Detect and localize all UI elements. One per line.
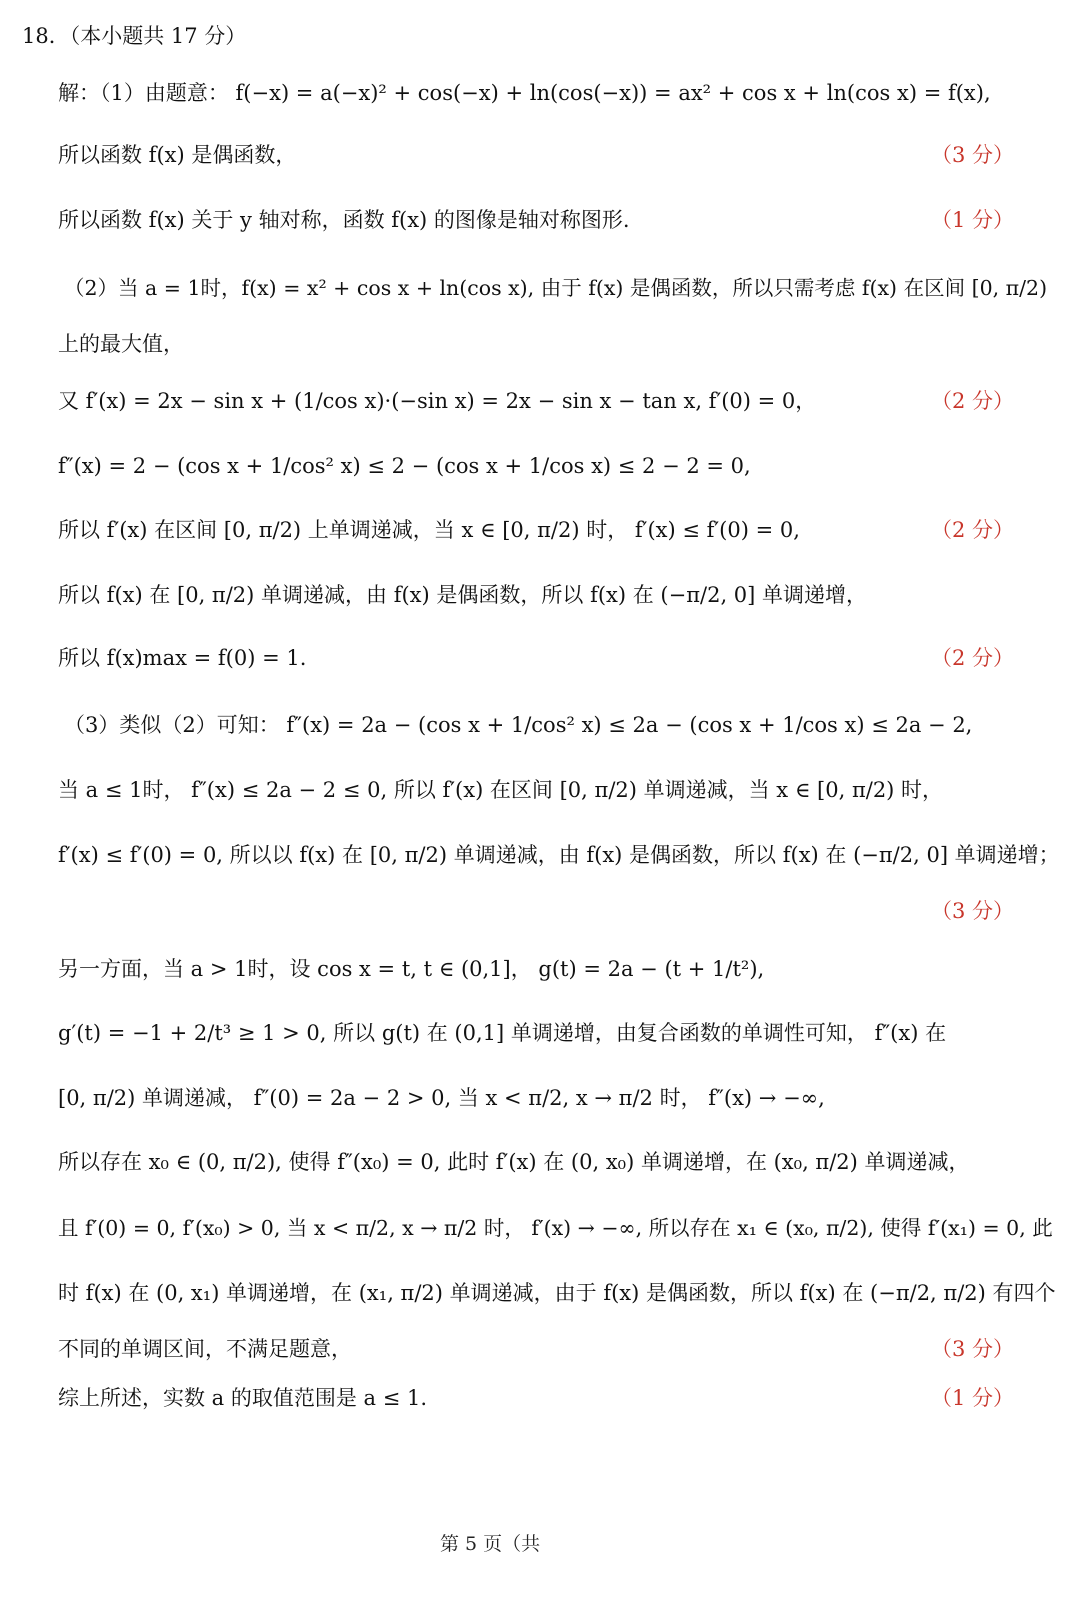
part3-line3: f′(x) ≤ f′(0) = 0, 所以以 f(x) 在 [0, π/2) 单调递减，由 f(x) 是偶函数，所以 f(x) 在 (−π/2, 0] 单调递增； (58, 843, 1060, 867)
part3-line4: 另一方面，当 a > 1时，设 cos x = t, t ∈ (0,1]， g(t) = 2a − (t + 1/t²), (58, 957, 765, 981)
score-badge: （3 分） (930, 899, 1014, 923)
part1-line3: 所以函数 f(x) 关于 y 轴对称，函数 f(x) 的图像是轴对称图形. (58, 208, 630, 232)
part2-line2: 上的最大值， (58, 332, 184, 356)
part3-line2: 当 a ≤ 1时， f″(x) ≤ 2a − 2 ≤ 0, 所以 f′(x) 在区间 [0, π/2) 单调递减，当 x ∈ [0, π/2) 时， (58, 778, 944, 802)
score-badge: （3 分） (930, 143, 1014, 167)
part2-line1: （2）当 a = 1时，f(x) = x² + cos x + ln(cos x), 由于 f(x) 是偶函数，所以只需考虑 f(x) 在区间 [0, π/2) (64, 276, 1048, 300)
part2-line3: 又 f′(x) = 2x − sin x + (1/cos x)·(−sin x) = 2x − sin x − tan x, f′(0) = 0， (58, 389, 817, 413)
part3-line11: 综上所述，实数 a 的取值范围是 a ≤ 1. (58, 1386, 428, 1410)
part3-line7: 所以存在 x₀ ∈ (0, π/2), 使得 f″(x₀) = 0, 此时 f′(x) 在 (0, x₀) 单调递增，在 (x₀, π/2) 单调递减， (58, 1150, 970, 1174)
part1-line1: 解：（1）由题意： f(−x) = a(−x)² + cos(−x) + ln(cos(−x)) = ax² + cos x + ln(cos x) = f(x), (58, 81, 991, 105)
part2-line4: f″(x) = 2 − (cos x + 1/cos² x) ≤ 2 − (cos x + 1/cos x) ≤ 2 − 2 = 0, (58, 454, 751, 478)
page-number: 第 5 页（共 (440, 1533, 541, 1555)
score-badge: （2 分） (930, 389, 1014, 413)
part3-line5: g′(t) = −1 + 2/t³ ≥ 1 > 0, 所以 g(t) 在 (0,1] 单调递增，由复合函数的单调性可知， f″(x) 在 (58, 1021, 947, 1045)
score-badge: （1 分） (930, 208, 1014, 232)
part3-line10: 不同的单调区间，不满足题意， (58, 1337, 352, 1361)
part3-line6: [0, π/2) 单调递减， f″(0) = 2a − 2 > 0, 当 x < π/2, x → π/2 时， f″(x) → −∞, (58, 1086, 825, 1110)
score-badge: （2 分） (930, 646, 1014, 670)
question-title: 18．（本小题共 17 分） (22, 24, 247, 48)
part2-line6: 所以 f(x) 在 [0, π/2) 单调递减，由 f(x) 是偶函数，所以 f(x) 在 (−π/2, 0] 单调递增， (58, 583, 868, 607)
score-badge: （3 分） (930, 1337, 1014, 1361)
part2-line7: 所以 f(x)max = f(0) = 1. (58, 646, 307, 670)
part2-line5: 所以 f′(x) 在区间 [0, π/2) 上单调递减，当 x ∈ [0, π/2) 时， f′(x) ≤ f′(0) = 0, (58, 518, 800, 542)
part3-line8: 且 f′(0) = 0, f′(x₀) > 0, 当 x < π/2, x → π/2 时， f′(x) → −∞, 所以存在 x₁ ∈ (x₀, π/2), 使得 f′(x₁) = 0, 此 (58, 1216, 1053, 1240)
score-badge: （1 分） (930, 1386, 1014, 1410)
part3-line9: 时 f(x) 在 (0, x₁) 单调递增，在 (x₁, π/2) 单调递减，由于 f(x) 是偶函数，所以 f(x) 在 (−π/2, π/2) 有四个 (58, 1281, 1056, 1305)
part3-line1: （3）类似（2）可知： f″(x) = 2a − (cos x + 1/cos² x) ≤ 2a − (cos x + 1/cos x) ≤ 2a − 2, (64, 713, 973, 737)
part1-line2: 所以函数 f(x) 是偶函数， (58, 143, 297, 167)
score-badge: （2 分） (930, 518, 1014, 542)
